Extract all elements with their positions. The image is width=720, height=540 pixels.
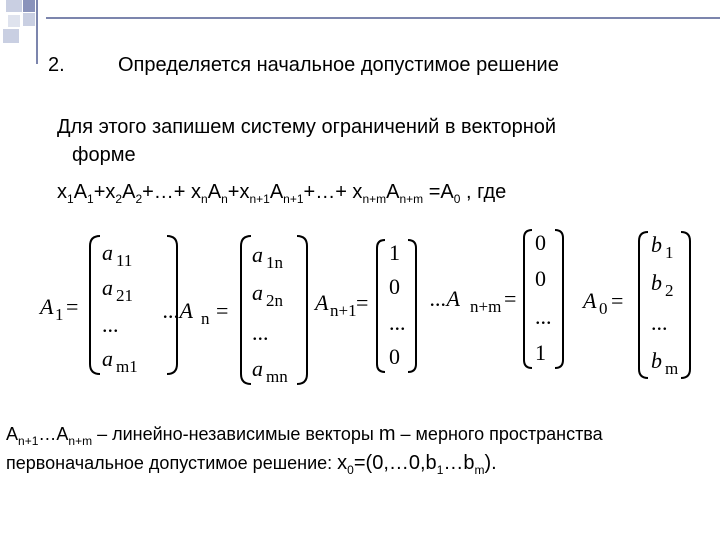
eq-part: A bbox=[73, 181, 88, 203]
eq-part: +…+ x bbox=[303, 181, 363, 203]
matrix-entry: a bbox=[252, 356, 263, 381]
equals-sign: = bbox=[504, 286, 517, 311]
eq-part: A bbox=[269, 181, 284, 203]
solution-sub: m bbox=[474, 463, 485, 477]
eq-sub: n bbox=[221, 192, 228, 206]
decor-square bbox=[8, 15, 20, 27]
matrix-entry-sub: 21 bbox=[116, 286, 133, 305]
matrix-entry-sub: m bbox=[665, 359, 679, 378]
eq-part: =A bbox=[423, 181, 454, 203]
matrix-entry: 0 bbox=[389, 344, 400, 369]
A0-label-sub: 0 bbox=[599, 299, 608, 318]
right-bracket bbox=[555, 230, 563, 368]
right-bracket bbox=[681, 232, 690, 378]
matrix-entry: a bbox=[102, 346, 113, 371]
eq-sub: 1 bbox=[67, 192, 74, 206]
eq-sub: 2 bbox=[135, 192, 143, 206]
matrix-entry: 1 bbox=[389, 240, 400, 265]
matrix-entry: ... bbox=[535, 304, 552, 329]
Anm-label: ...A bbox=[430, 286, 460, 311]
eq-sub: 1 bbox=[87, 192, 94, 206]
vector-equation bbox=[57, 180, 506, 204]
eq-part: A bbox=[122, 181, 136, 203]
matrix-entry: a bbox=[252, 242, 263, 267]
eq-sub: n+m bbox=[362, 192, 387, 206]
item-number: 2. bbox=[48, 54, 65, 76]
matrix-entry: ... bbox=[389, 310, 406, 335]
An-label-sub: n bbox=[201, 309, 210, 328]
matrix-entry-sub: m1 bbox=[116, 357, 138, 376]
eq-sub: 2 bbox=[115, 192, 123, 206]
matrix-entry-sub: 1 bbox=[665, 243, 674, 262]
eq-part: x bbox=[57, 181, 67, 203]
matrix-entry-sub: 11 bbox=[116, 251, 133, 270]
eq-sub: n+1 bbox=[249, 192, 270, 206]
eq-sub: n+m bbox=[399, 192, 424, 206]
eq-part: , где bbox=[460, 181, 507, 203]
equals-sign: = bbox=[356, 290, 369, 315]
solution-text: первоначальное допустимое решение: bbox=[6, 453, 338, 473]
decor-horizontal-line bbox=[46, 17, 720, 19]
left-bracket bbox=[524, 230, 532, 368]
note-part: m bbox=[378, 423, 396, 445]
note-part: …A bbox=[38, 424, 69, 444]
An1-label: A bbox=[315, 290, 329, 315]
matrix-entry: 1 bbox=[535, 340, 546, 365]
matrix-entry: 0 bbox=[535, 266, 546, 291]
note-sub: n+1 bbox=[18, 434, 39, 448]
matrix-entry: b bbox=[651, 270, 662, 295]
decor-square bbox=[23, 0, 35, 12]
matrix-entry-sub: mn bbox=[266, 367, 288, 386]
slide-heading: Определяется начальное допустимое решение bbox=[118, 54, 559, 76]
eq-part: +x bbox=[227, 181, 250, 203]
matrix-entry: 0 bbox=[535, 230, 546, 255]
solution-part: x bbox=[337, 452, 348, 474]
solution-part: =(0,…0,b bbox=[353, 452, 437, 474]
left-bracket bbox=[377, 240, 385, 372]
matrix-entry: b bbox=[651, 348, 662, 373]
right-bracket bbox=[297, 236, 307, 384]
An1-label-sub: n+1 bbox=[330, 301, 357, 320]
matrix-entry: a bbox=[102, 275, 113, 300]
eq-part: +x bbox=[93, 181, 116, 203]
decor-square bbox=[3, 29, 19, 43]
note-part: A bbox=[6, 424, 19, 444]
decor-square bbox=[23, 13, 35, 26]
A0-label: A bbox=[583, 288, 597, 313]
matrix-entry: ... bbox=[651, 310, 668, 335]
equals-sign: = bbox=[611, 288, 624, 313]
eq-part: +…+ x bbox=[142, 181, 202, 203]
right-bracket bbox=[408, 240, 416, 372]
eq-part: A bbox=[207, 181, 222, 203]
note-sub: n+m bbox=[68, 434, 93, 448]
A1-label: A bbox=[40, 294, 54, 319]
equals-sign: = bbox=[216, 298, 229, 323]
note-part: – мерного пространства bbox=[395, 424, 603, 444]
note-part: – линейно-независимые векторы bbox=[92, 424, 379, 444]
matrix-entry: a bbox=[252, 280, 263, 305]
matrix-entry: b bbox=[651, 232, 662, 257]
matrix-entry-sub: 2 bbox=[665, 281, 674, 300]
decor-vertical-line bbox=[36, 0, 38, 64]
matrix-entry: ... bbox=[102, 312, 119, 337]
independence-note bbox=[6, 422, 603, 446]
vector-definitions bbox=[38, 228, 720, 390]
initial-solution bbox=[6, 451, 497, 475]
A1-label-sub: 1 bbox=[55, 305, 64, 324]
matrix-entry-sub: 2n bbox=[266, 291, 283, 310]
equals-sign: = bbox=[66, 294, 79, 319]
eq-part: A bbox=[386, 181, 400, 203]
eq-sub: n+1 bbox=[283, 192, 304, 206]
solution-part: …b bbox=[443, 452, 475, 474]
solution-sub: 0 bbox=[347, 463, 354, 477]
matrix-entry-sub: 1n bbox=[266, 253, 283, 272]
intro-line-1: Для этого запишем систему ограничений в векторной bbox=[57, 116, 557, 138]
matrix-entry: ... bbox=[252, 320, 269, 345]
Anm-label-sub: n+m bbox=[470, 297, 502, 316]
An-label: ...A bbox=[163, 298, 193, 323]
left-bracket bbox=[90, 236, 100, 374]
intro-line-2: форме bbox=[72, 144, 136, 166]
matrix-entry: 0 bbox=[389, 274, 400, 299]
solution-sub: 1 bbox=[436, 463, 444, 477]
left-bracket bbox=[241, 236, 251, 384]
eq-sub: 0 bbox=[453, 192, 461, 206]
eq-sub: n bbox=[201, 192, 208, 206]
solution-part: ). bbox=[484, 452, 497, 474]
matrix-entry: a bbox=[102, 240, 113, 265]
decor-square bbox=[6, 0, 22, 12]
left-bracket bbox=[639, 232, 648, 378]
